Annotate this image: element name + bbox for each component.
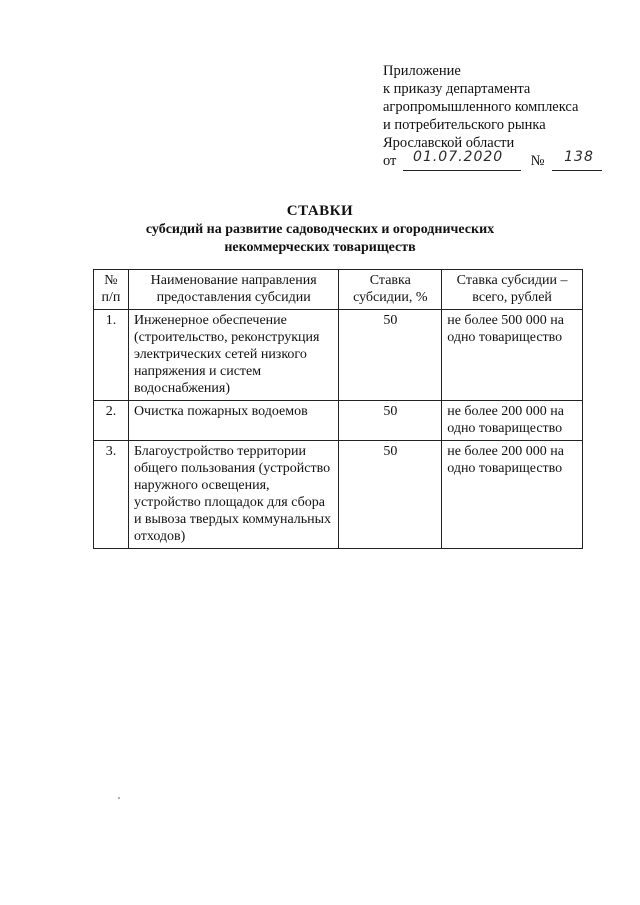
table-row (94, 310, 583, 401)
title-main: СТАВКИ (286, 203, 354, 219)
appendix-label: Приложение (383, 63, 461, 79)
row-name: Очистка пожарных водоемов (128, 401, 338, 441)
appendix-order-ref: к приказу департамента (383, 81, 531, 97)
row-name: Инженерное обеспечение (строительство, реконструкция электрических сетей низкого напряжения и систем водоснабжения) (128, 310, 338, 401)
title-subtitle-line1: субсидий на развитие садоводческих и огороднических (145, 222, 495, 237)
table-row (94, 441, 583, 549)
row-sum: не более 200 000 на одно товарищество (442, 401, 583, 441)
from-label: от (383, 153, 397, 169)
row-num: 2. (94, 401, 129, 441)
row-num: 3. (94, 441, 129, 549)
title-subtitle-line2: некоммерческих товариществ (224, 240, 416, 255)
order-date-handwritten: 01.07.2020 (413, 149, 504, 165)
header-sum: Ставка субсидии – всего, рублей (442, 270, 583, 310)
row-rate: 50 (339, 310, 442, 401)
row-name: Благоустройство территории общего пользования (устройство наружного освещения, устройство площадок для сбора и вывоза твердых коммунальных отходов) (128, 441, 338, 549)
header-name: Наименование направления предоставления субсидии (128, 270, 338, 310)
row-rate: 50 (339, 401, 442, 441)
header-num: № п/п (94, 270, 129, 310)
appendix-department: агропромышленного комплекса (383, 99, 579, 115)
appendix-department-cont: и потребительского рынка (383, 117, 546, 133)
number-label: № (530, 153, 545, 169)
order-date-field (403, 149, 521, 171)
document-title (0, 202, 640, 257)
appendix-region: Ярославской области (383, 135, 515, 151)
row-sum: не более 200 000 на одно товарищество (442, 441, 583, 549)
table-row (94, 401, 583, 441)
row-sum: не более 500 000 на одно товарищество (442, 310, 583, 401)
row-rate: 50 (339, 441, 442, 549)
order-number-field (552, 149, 602, 171)
appendix-header (383, 62, 623, 172)
header-rate: Ставка субсидии, % (339, 270, 442, 310)
table-header-row (94, 270, 583, 310)
order-date-number-line (383, 149, 623, 172)
scan-speck (118, 797, 120, 799)
subsidy-rates-table (93, 269, 583, 549)
row-num: 1. (94, 310, 129, 401)
order-number-handwritten: 138 (564, 149, 594, 165)
